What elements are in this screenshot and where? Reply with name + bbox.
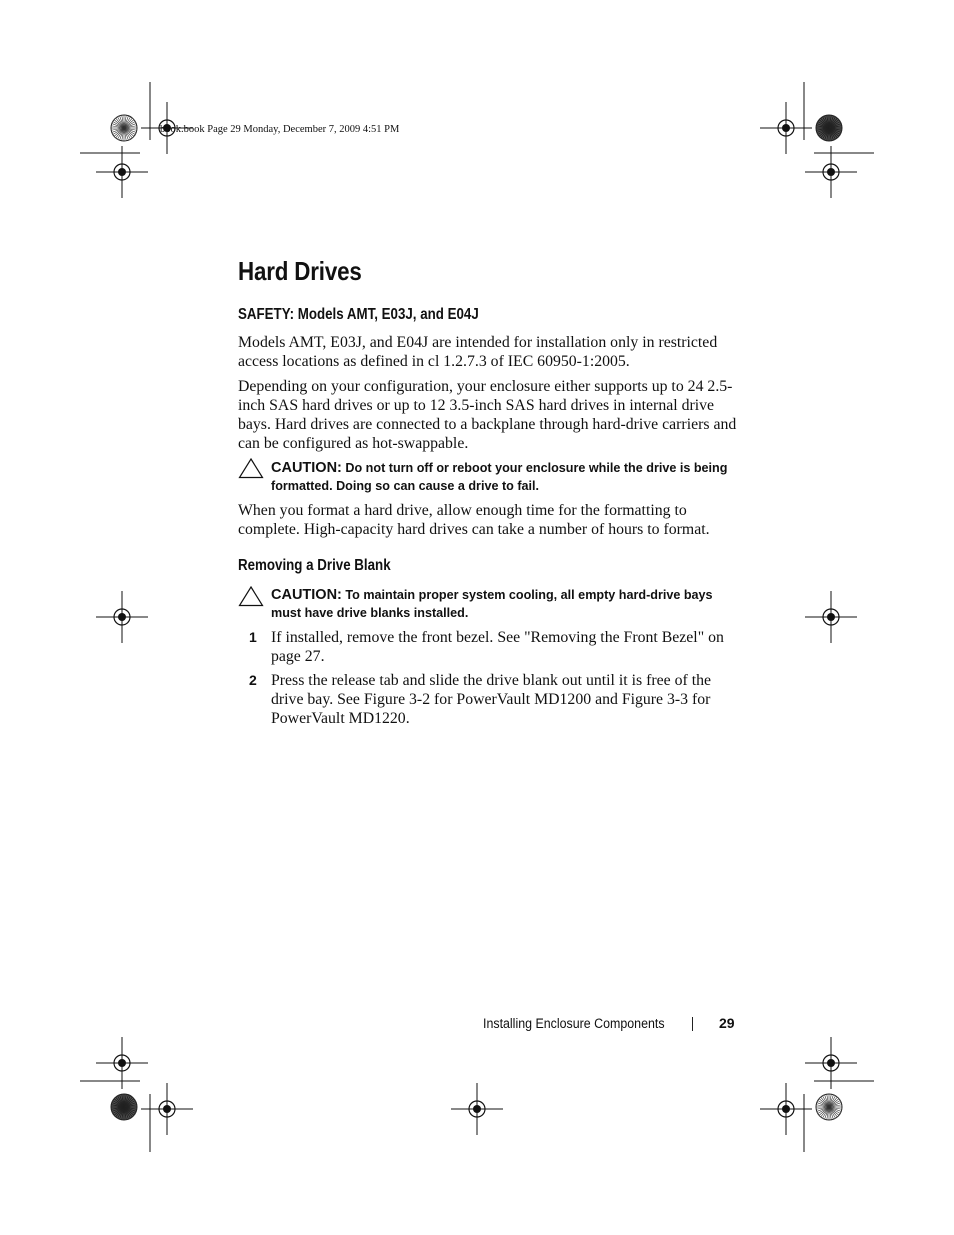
registration-mark [96, 591, 148, 643]
header-slug: book.book Page 29 Monday, December 7, 2009 4:51 PM [160, 124, 400, 135]
caution-icon [238, 585, 264, 607]
step-number: 1 [249, 629, 257, 645]
removing-heading: Removing a Drive Blank [238, 557, 391, 574]
step-text: If installed, remove the front bezel. See "Removing the Front Bezel" on page 27. [271, 629, 724, 665]
registration-mark [451, 1083, 503, 1135]
safety-paragraph-2: Depending on your configuration, your enclosure either supports up to 24 2.5-inch SAS hard drives or up to 12 3.5-inch SAS hard drives in internal drive bays. Hard drives are connected to a backplane through hard-drive carriers and can be configured as hot-swappable. [238, 378, 737, 452]
footer-section-title: Installing Enclosure Components [483, 1016, 665, 1031]
page-title: Hard Drives [238, 256, 362, 286]
caution-label: CAUTION: [271, 587, 342, 603]
starburst-mark [816, 115, 842, 141]
caution-note-cooling [271, 586, 741, 622]
page-number: 29 [719, 1015, 735, 1031]
step-text: Press the release tab and slide the drive blank out until it is free of the drive bay. See Figure 3-2 for PowerVault MD1200 and Figure 3-3 for PowerVault MD1220. [271, 672, 711, 727]
registration-mark [141, 1083, 193, 1135]
caution-label: CAUTION: [271, 460, 342, 476]
caution-icon [238, 457, 264, 479]
safety-paragraph-1: Models AMT, E03J, and E04J are intended for installation only in restricted access locations as defined in cl 1.2.7.3 of IEC 60950-1:2005. [238, 334, 718, 370]
safety-heading: SAFETY: Models AMT, E03J, and E04J [238, 306, 479, 323]
registration-mark [805, 591, 857, 643]
starburst-mark [111, 115, 137, 141]
registration-mark [96, 146, 148, 198]
registration-mark [805, 146, 857, 198]
step-number: 2 [249, 672, 257, 688]
format-paragraph: When you format a hard drive, allow enough time for the formatting to complete. High-capacity hard drives can take a number of hours to format. [238, 502, 710, 538]
caution-text: To maintain proper system cooling, all empty hard-drive bays must have drive blanks installed. [271, 588, 713, 620]
caution-text: Do not turn off or reboot your enclosure while the drive is being formatted. Doing so can cause a drive to fail. [271, 461, 728, 493]
starburst-mark [111, 1094, 137, 1120]
footer-separator [692, 1017, 693, 1031]
caution-note-format [271, 459, 741, 495]
starburst-mark [816, 1094, 842, 1120]
